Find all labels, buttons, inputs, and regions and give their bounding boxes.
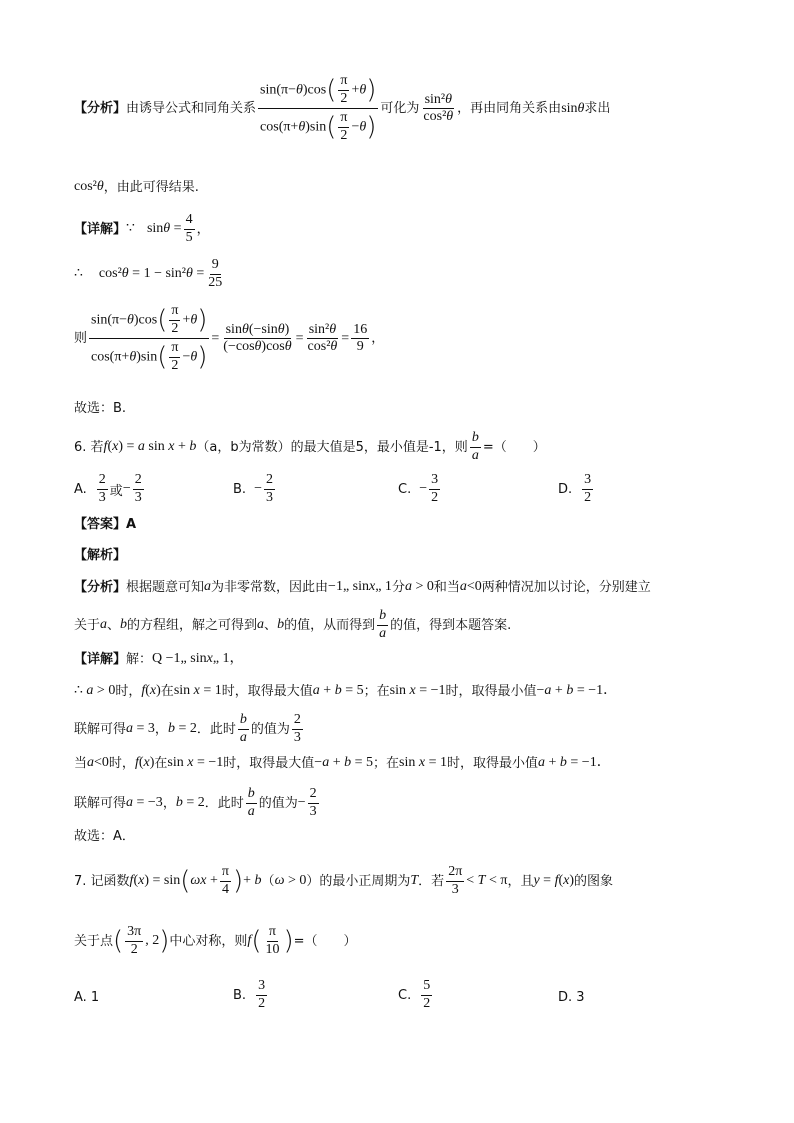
analysis-text: ，再由同角关系由 [457, 101, 562, 117]
option-d[interactable]: D. 3 2 [558, 472, 592, 505]
analysis-tag: 【分析】 [74, 101, 127, 117]
analysis-text: ，由此可得结果. [103, 179, 199, 195]
q6-case1: ∴ a > 0 时， f(x) 在 sin x = 1 时，取得最大值 a + b = 5 ；在 sin x = −1 时，取得最小值 −a + b = −1． [74, 683, 618, 699]
option-a[interactable]: A. 1 [74, 990, 100, 1005]
trig-fraction: sin(π−θ)cos( $\frac{\pi}{2}$ +θ) cos(π+θ)sin( $\frac{\pi}{2}$ −θ) [260, 73, 377, 144]
q5-cos-line: ∴ cos²θ = 1 − sin²θ = $\frac{9}{25}$ [74, 257, 223, 290]
q5-analysis-line2: cos²θ ，由此可得结果. [74, 179, 199, 195]
q5-select: 故选：B. [74, 401, 127, 416]
detail-tag: 【详解】 [74, 221, 127, 237]
q6-analysis-line2: 关于 a 、 b 的方程组，解之可得到 a 、 b 的值，从而得到 b a 的值，得到本题答案. [74, 608, 512, 641]
option-c[interactable]: C. 5 2 [398, 978, 431, 1011]
q6-answer: 【答案】A [74, 517, 137, 532]
q6-detail-line: 【详解】 解： Q −1„ sinx„ 1， [74, 651, 244, 667]
option-c[interactable]: C. − $\frac{3}{2}$ [398, 472, 439, 505]
q6-solve2: 联解可得 a = −3 ， b = 2 ．此时 b a 的值为 − $\frac{2}{3}$ [74, 786, 317, 819]
q7-stem: 7. 记函数 f(x) = sin ( ωx + $\frac{\pi}{4}$ ) + b （ ω > 0 ）的最小正周期为 T ．若 2π 3 < T < π ，且 y = f(x) 的图象 [74, 864, 614, 897]
option-b[interactable]: B. 3 2 [233, 978, 266, 1011]
option-a[interactable]: A. 2 3 或 − $\frac{2}{3}$ [74, 472, 142, 505]
option-d[interactable]: D. 3 [558, 990, 585, 1005]
tan-fraction: sin²θ cos²θ [423, 91, 454, 125]
option-b[interactable]: B. − $\frac{2}{3}$ [233, 472, 273, 505]
analysis-text: 可化为 [380, 101, 420, 117]
q5-result-line: 则 sin(π−θ)cos( $\frac{\pi}{2}$ +θ) cos(π+θ)sin( $\frac{\pi}{2}$ −θ) = $\frac{\sin\theta(-\sin\theta)}{(-\cos\theta)\cos\theta}$ = $\frac{\text{sin²θ}}{\text{cos²θ}}$ = $\frac{16}{9}$ ， [74, 303, 385, 374]
q6-analysis-line1: 【分析】 根据题意可知 a 为非零常数，因此由 −1„ sinx„ 1 分 a > 0 和当 a<0 两种情况加以讨论，分别建立 [74, 579, 651, 595]
q6-solve1: 联解可得 a = 3 ， b = 2 ．此时 b a 的值为 2 3 [74, 712, 301, 745]
q6-select: 故选：A． [74, 829, 135, 844]
q6-stem: 6. 若 f(x) = a sin x + b （a，b为常数）的最大值是5，最小值是-1，则 $\frac{b}{a}$ =（ ） [74, 430, 546, 463]
analysis-text: 由诱导公式和同角关系 [126, 101, 257, 117]
q5-detail-line: 【详解】 ∵ sinθ = $\frac{4}{5}$ ， [74, 212, 210, 245]
q6-jiexi: 【解析】 [74, 548, 127, 563]
analysis-text: 求出 [584, 101, 611, 117]
q6-case2: 当 a<0 时， f(x) 在 sin x = −1 时，取得最大值 −a + b = 5 ；在 sin x = 1 时，取得最小值 a + b = −1． [74, 755, 611, 771]
q7-stem2: 关于点 ( 3π 2 , 2 ) 中心对称，则 f ( π 10 ) =（ ） [74, 924, 357, 957]
q5-analysis-line: 【分析】 由诱导公式和同角关系 sin(π−θ)cos( $\frac{\pi}{2}$ +θ) cos(π+θ)sin( $\frac{\pi}{2}$ −θ) 可化为 sin²θ cos²θ ，再由同角关系由 sinθ 求出 [74, 72, 610, 146]
